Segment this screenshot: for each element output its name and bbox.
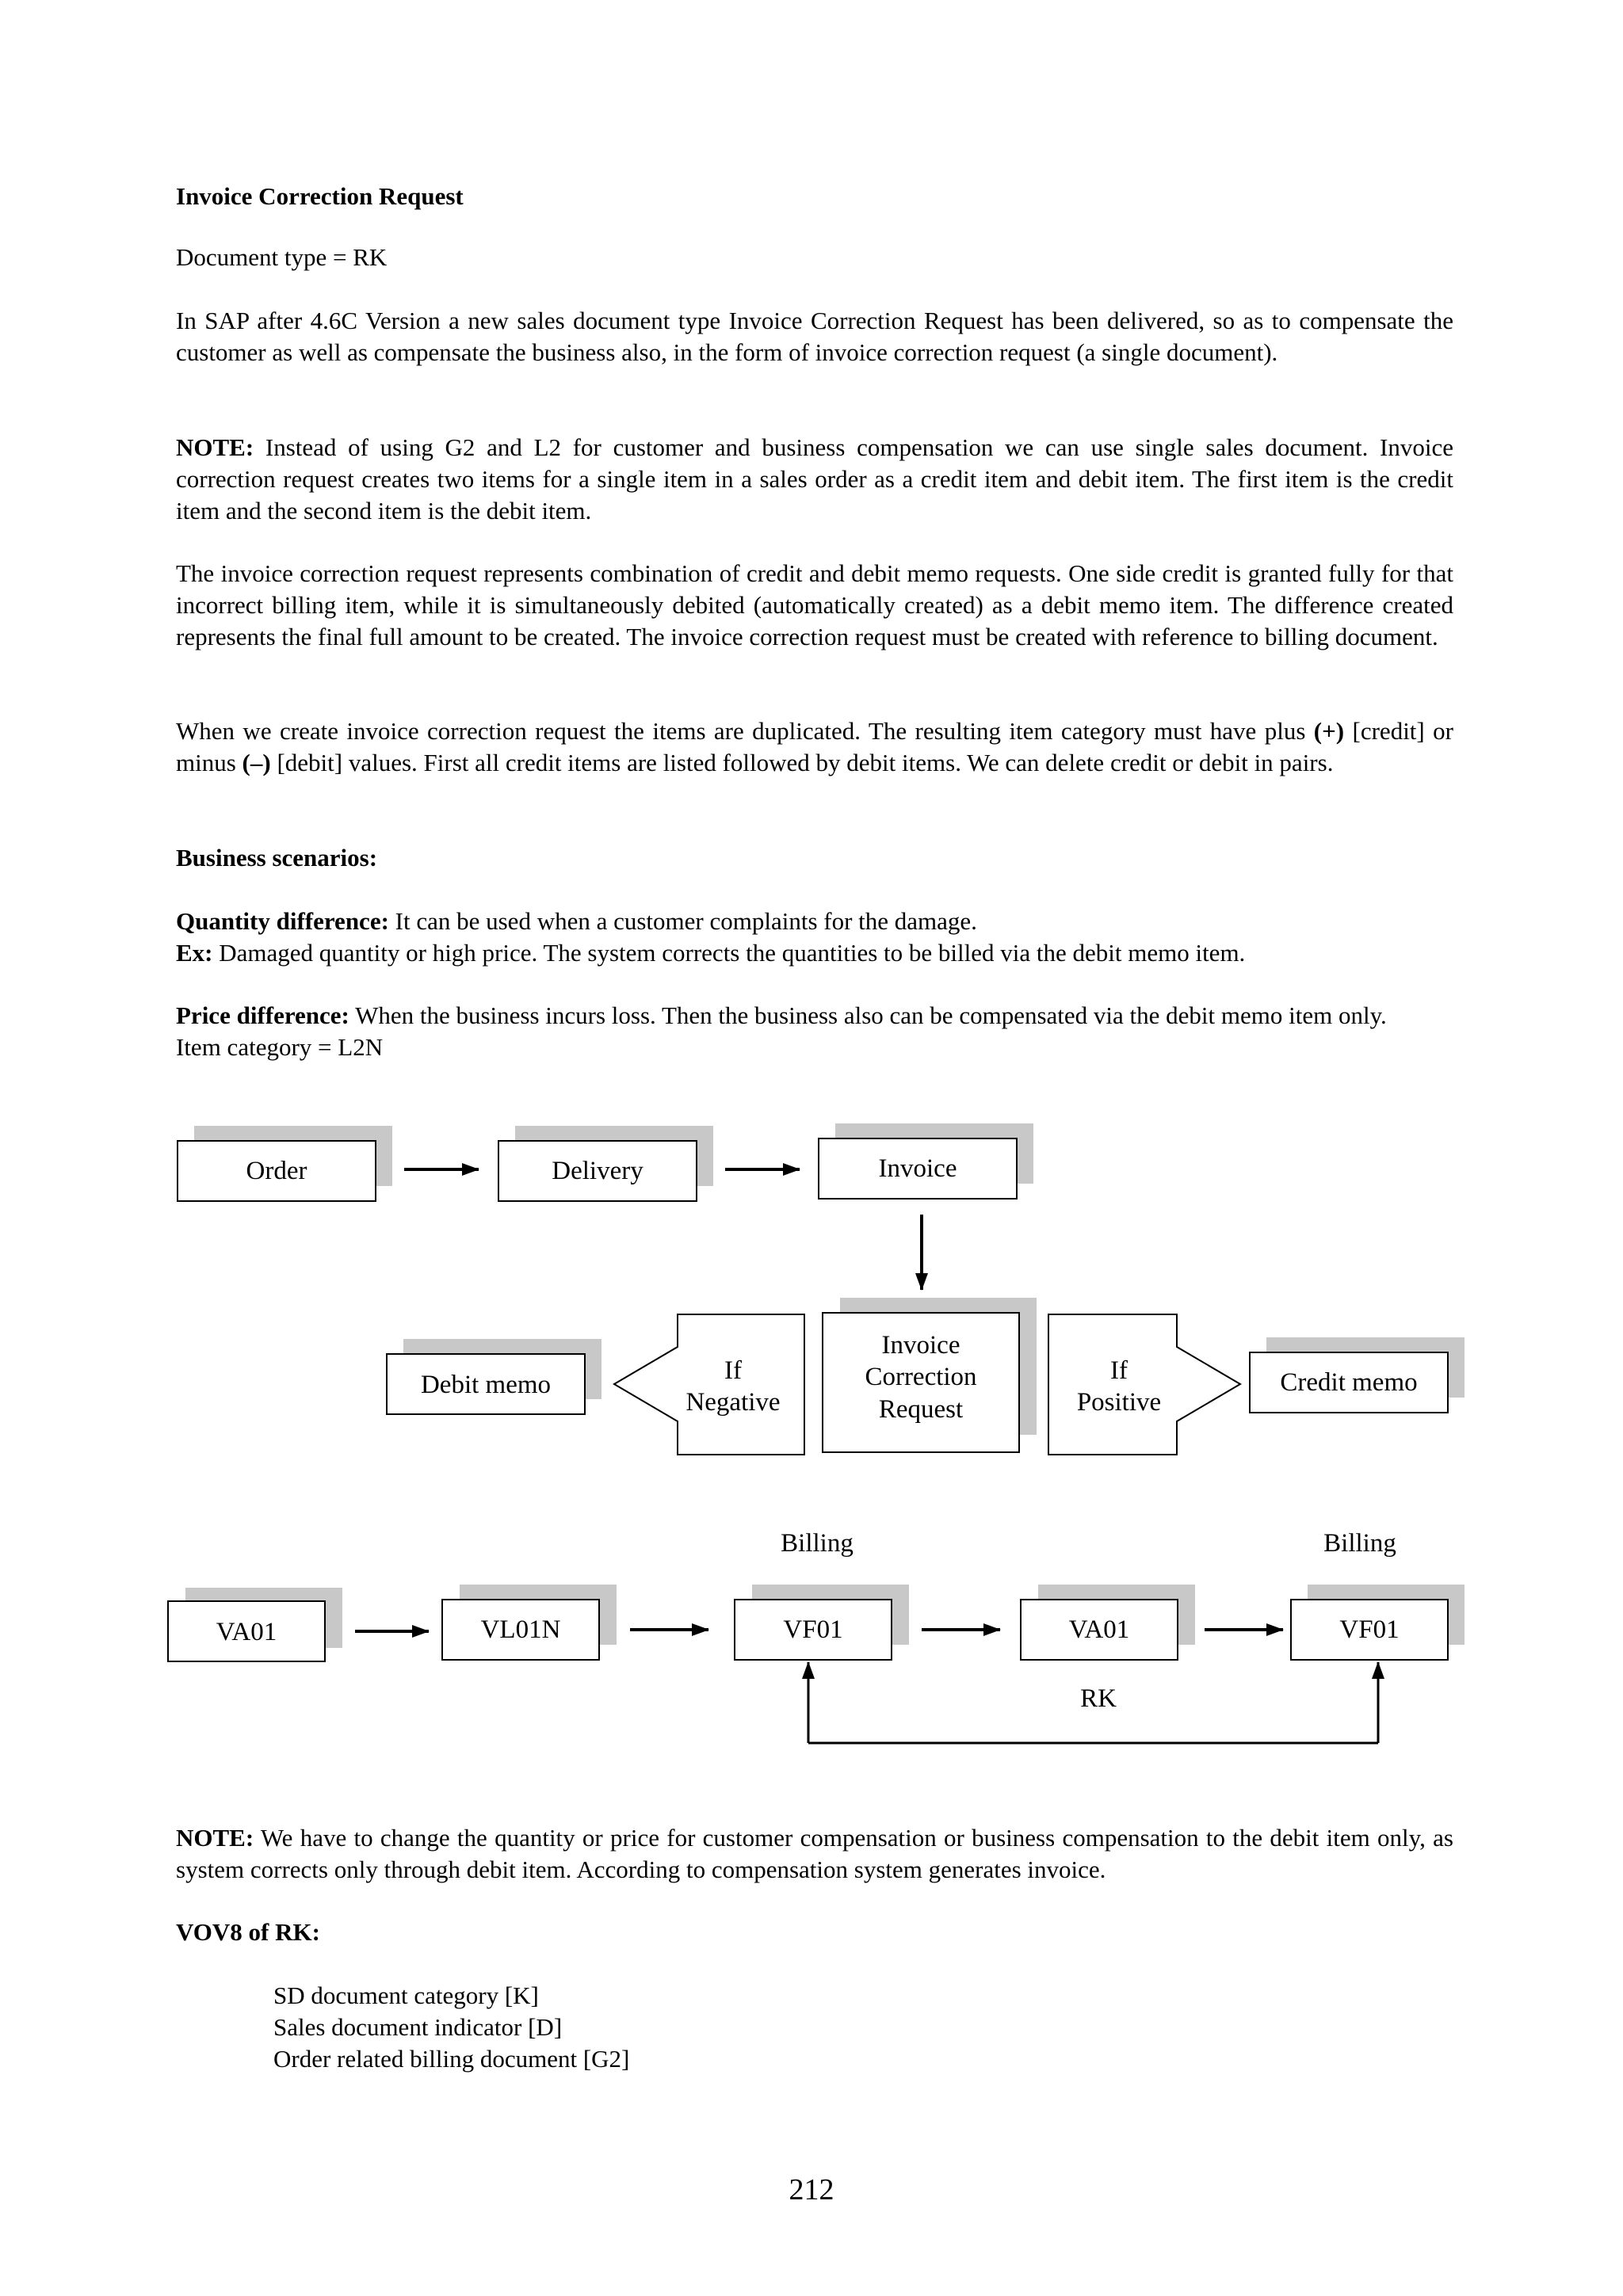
va01-box-1 bbox=[168, 1588, 342, 1661]
vl01n-label: VL01N bbox=[480, 1615, 561, 1644]
if-negative-arrow bbox=[614, 1314, 804, 1455]
example-label: Ex: bbox=[176, 939, 213, 967]
icr-line2: Correction bbox=[865, 1363, 977, 1391]
note-label: NOTE: bbox=[176, 433, 254, 461]
vf01-label-2: VF01 bbox=[1339, 1615, 1400, 1644]
delivery-label: Delivery bbox=[552, 1157, 643, 1185]
para3-text-1: When we create invoice correction request the items are duplicated. The resulting item category must have plus bbox=[176, 717, 1314, 745]
icr-line1: Invoice bbox=[881, 1331, 960, 1360]
price-label: Price difference: bbox=[176, 1001, 349, 1029]
price-text: When the business incurs loss. Then the business also can be compensated via the debit memo item only. bbox=[349, 1001, 1387, 1029]
if-negative-line2: Negative bbox=[685, 1388, 781, 1417]
vf01-box-2 bbox=[1291, 1585, 1465, 1660]
va01-box-2 bbox=[1021, 1585, 1195, 1660]
vov8-item-3: Order related billing document [G2] bbox=[273, 2045, 630, 2073]
intro-paragraph: In SAP after 4.6C Version a new sales document type Invoice Correction Request has been delivered, so as to compensate the customer as well as compensate the business also, in the form of invoice correction request (a single document). bbox=[176, 307, 1453, 366]
va01-label-2: VA01 bbox=[1068, 1615, 1130, 1644]
invoice-box bbox=[819, 1123, 1033, 1199]
note2-label: NOTE: bbox=[176, 1824, 254, 1852]
rk-label: RK bbox=[1080, 1684, 1117, 1713]
combination-paragraph: The invoice correction request represents combination of credit and debit memo requests. One side credit is granted fully for that incorrect billing item, while it is simultaneously debited (automatically created) as a debit memo item. The difference created represents the final full amount to be created. The invoice correction request must be created with reference to billing document. bbox=[176, 559, 1453, 650]
page-title: Invoice Correction Request bbox=[176, 182, 464, 210]
quantity-text: It can be used when a customer complaints for the damage. bbox=[388, 907, 977, 935]
invoice-correction-request-box bbox=[823, 1298, 1037, 1452]
vov8-item-2: Sales document indicator [D] bbox=[273, 2013, 563, 2041]
page-number: 212 bbox=[789, 2173, 834, 2206]
debit-memo-label: Debit memo bbox=[420, 1371, 552, 1399]
vov8-item-1: SD document category [K] bbox=[273, 1981, 539, 2009]
minus-sign: (–) bbox=[242, 749, 271, 776]
debit-memo-box bbox=[387, 1339, 601, 1414]
order-label: Order bbox=[246, 1157, 307, 1185]
business-scenarios-heading: Business scenarios: bbox=[176, 844, 378, 871]
document-type: Document type = RK bbox=[176, 243, 388, 271]
billing-label-2: Billing bbox=[1323, 1529, 1396, 1558]
if-negative-line1: If bbox=[724, 1356, 742, 1385]
vf01-box-1 bbox=[735, 1585, 909, 1660]
example-text: Damaged quantity or high price. The system corrects the quantities to be billed via the debit memo item. bbox=[212, 939, 1246, 967]
credit-memo-box bbox=[1250, 1337, 1465, 1413]
note-text: Instead of using G2 and L2 for customer and business compensation we can use single sales document. Invoice correction request creates two items for a single item in a sales order as a credit item and debit item. The first item is the credit item and the second item is the debit item. bbox=[176, 433, 1453, 524]
if-positive-arrow bbox=[1048, 1314, 1240, 1455]
note-paragraph-2 bbox=[176, 1822, 1453, 1886]
para3-text-2: [credit] or minus bbox=[176, 717, 1453, 776]
delivery-box bbox=[498, 1126, 713, 1201]
plus-sign: (+) bbox=[1313, 717, 1345, 745]
para3-text-3: [debit] values. First all credit items are listed followed by debit items. We can delete credit or debit in pairs. bbox=[270, 749, 1334, 776]
credit-memo-label: Credit memo bbox=[1280, 1368, 1418, 1397]
invoice-label: Invoice bbox=[878, 1154, 957, 1183]
order-box bbox=[178, 1126, 392, 1201]
vov8-heading: VOV8 of RK: bbox=[176, 1918, 320, 1946]
vl01n-box bbox=[442, 1585, 617, 1660]
icr-line3: Request bbox=[878, 1395, 964, 1424]
billing-label-1: Billing bbox=[781, 1529, 854, 1558]
va01-label-1: VA01 bbox=[216, 1618, 277, 1646]
item-category: Item category = L2N bbox=[176, 1033, 384, 1061]
vf01-label-1: VF01 bbox=[783, 1615, 843, 1644]
if-positive-line1: If bbox=[1110, 1356, 1128, 1385]
if-positive-line2: Positive bbox=[1076, 1388, 1162, 1417]
note2-text: We have to change the quantity or price for customer compensation or business compensation to the debit item only, as system corrects only through debit item. According to compensation system generates invoice. bbox=[176, 1824, 1453, 1883]
quantity-label: Quantity difference: bbox=[176, 907, 389, 935]
